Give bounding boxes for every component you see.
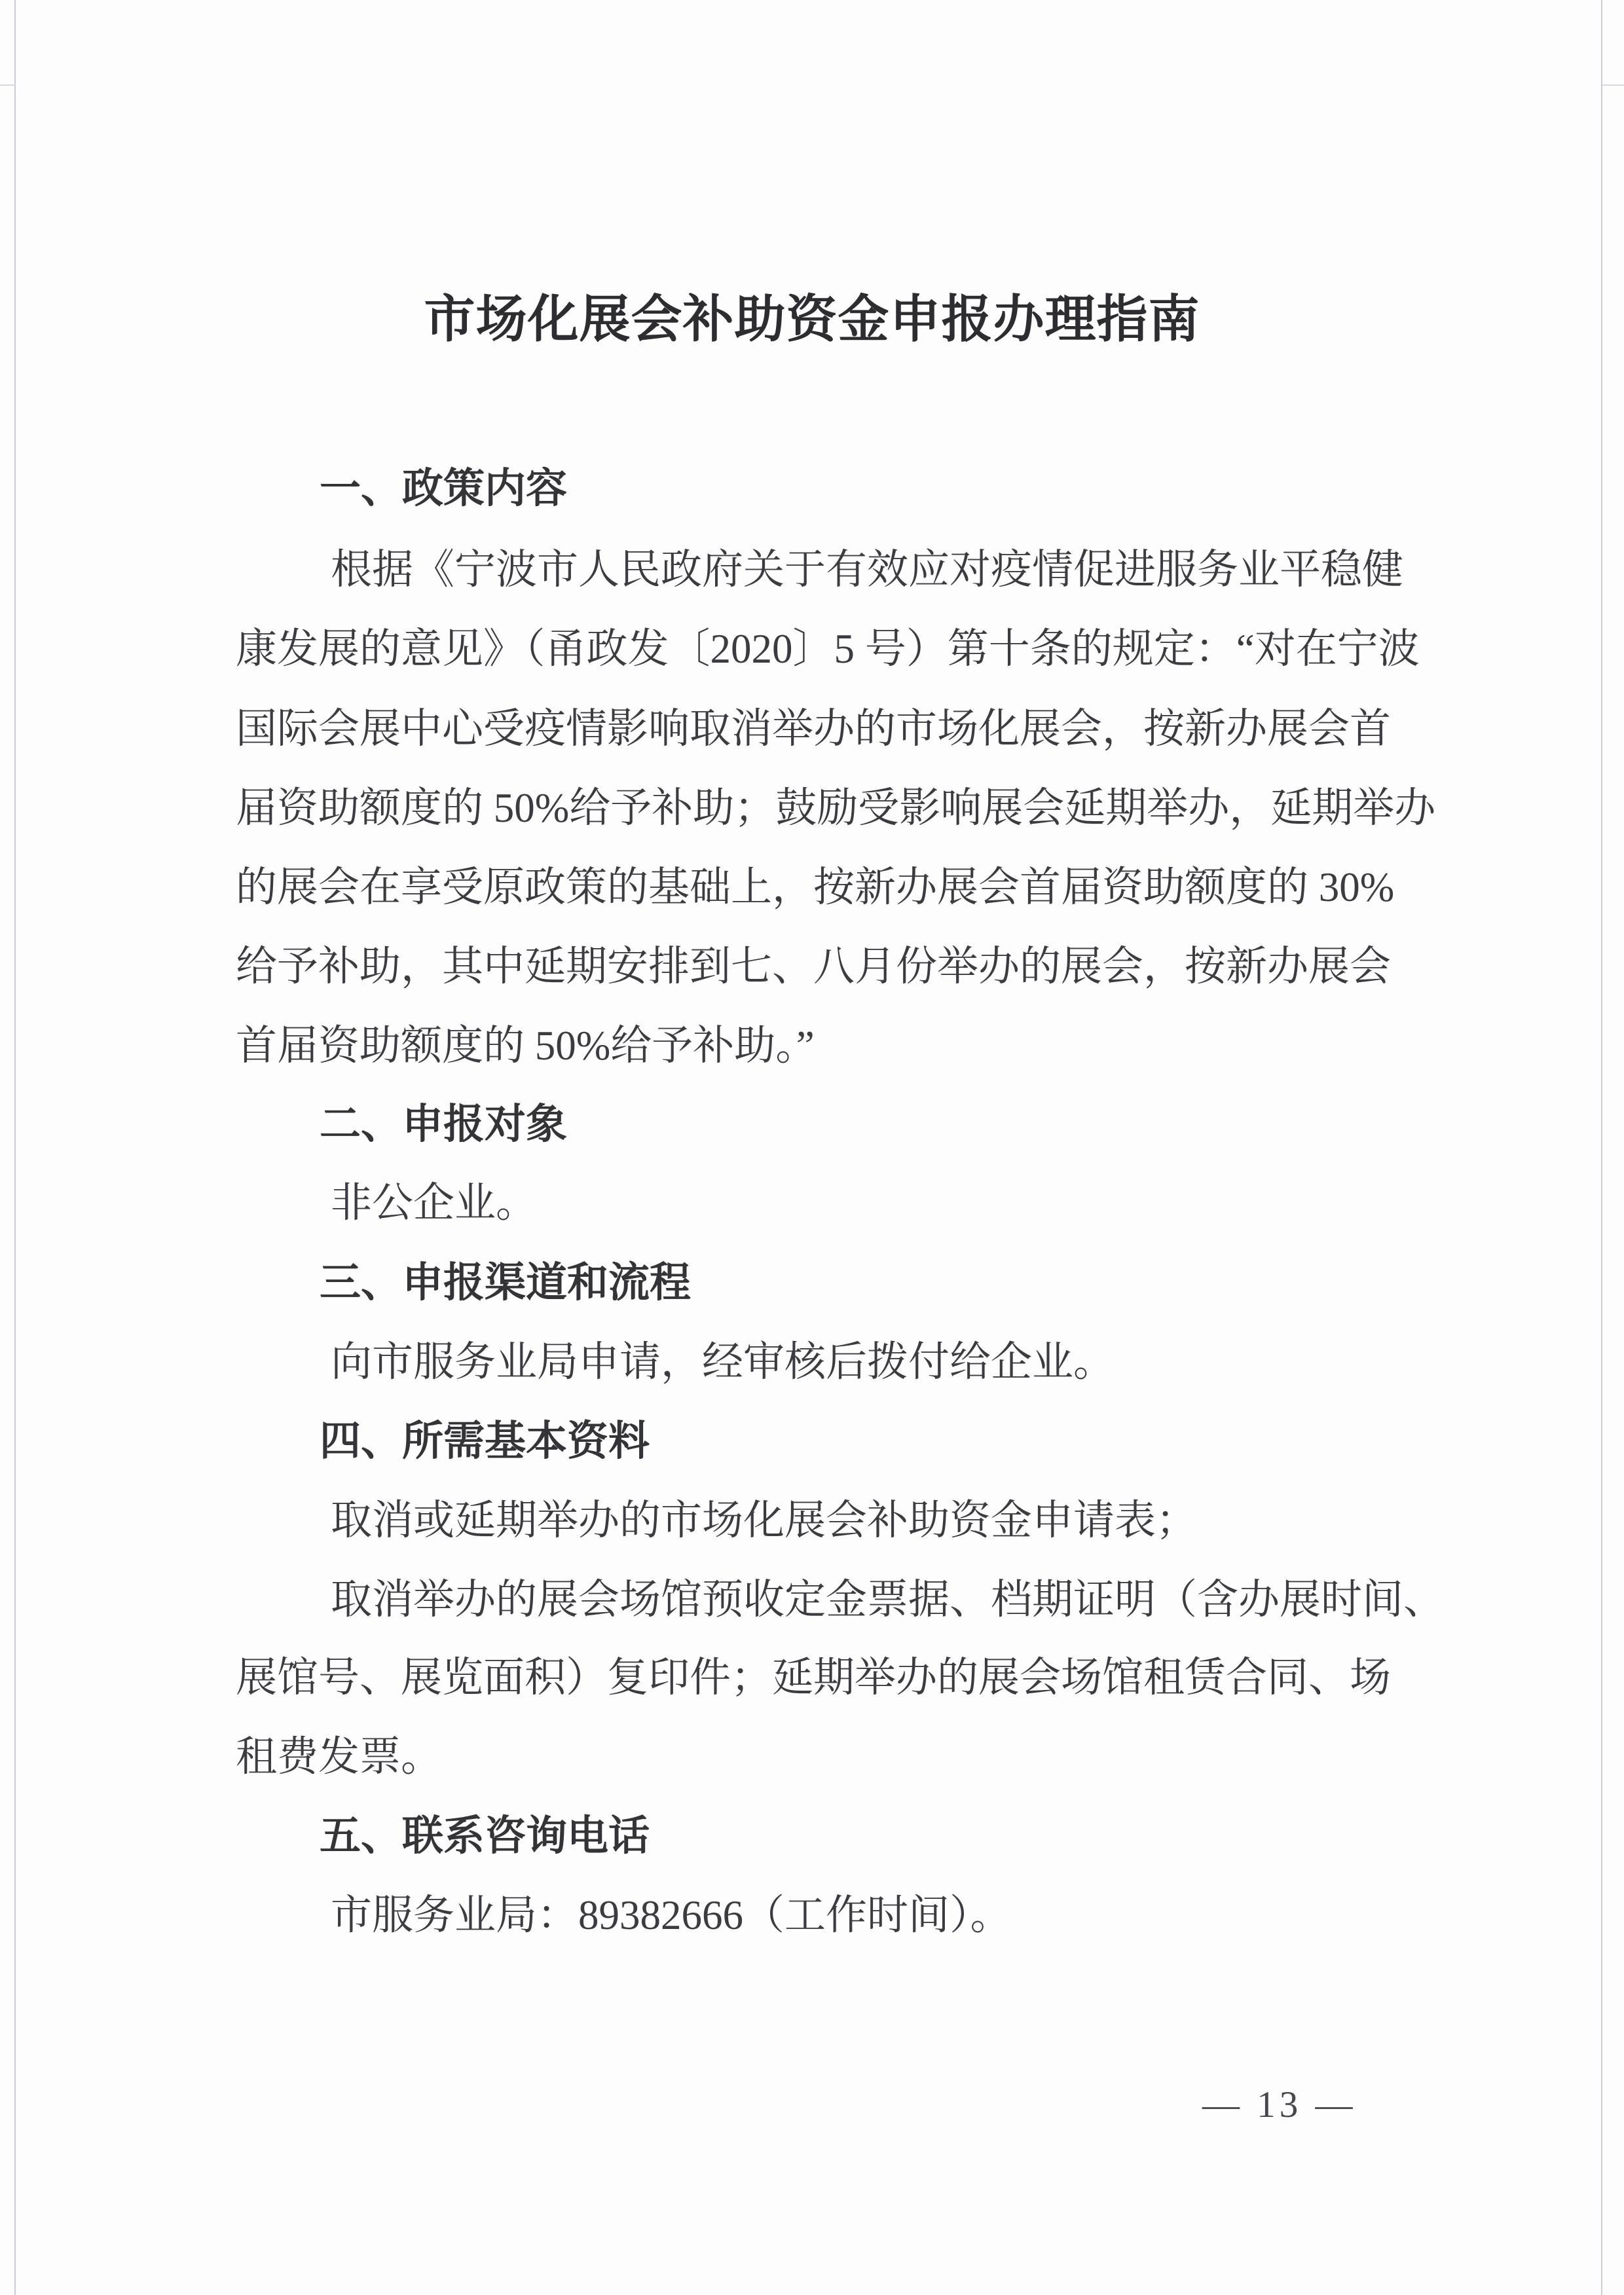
paragraph-line: 给予补助，其中延期安排到七、八月份举办的展会，按新办展会 [236, 944, 1391, 989]
paragraph-line: 首届资助额度的 50%给予补助。” [236, 1023, 815, 1069]
page-title: 市场化展会补助资金申报办理指南 [424, 290, 1200, 348]
section-heading-1: 一、政策内容 [320, 466, 567, 511]
scan-edge-top-left-tick [0, 84, 15, 86]
section-heading-4: 四、所需基本资料 [320, 1418, 650, 1464]
paragraph-line: 的展会在享受原政策的基础上，按新办展会首届资助额度的 30% [236, 864, 1395, 910]
scan-edge-top-right-tick [1602, 84, 1624, 86]
section-heading-3: 三、申报渠道和流程 [320, 1260, 691, 1306]
section-heading-2: 二、申报对象 [320, 1101, 567, 1147]
paragraph-line: 国际会展中心受疫情影响取消举办的市场化展会，按新办展会首 [236, 706, 1391, 752]
page-number: — 13 — [1202, 2084, 1357, 2125]
paragraph-line: 租费发票。 [236, 1734, 442, 1780]
paragraph-line: 向市服务业局申请，经审核后拨付给企业。 [331, 1339, 1115, 1385]
section-heading-5: 五、联系咨询电话 [320, 1813, 650, 1859]
paragraph-line: 康发展的意见》（甬政发〔2020〕5 号）第十条的规定：“对在宁波 [236, 626, 1420, 672]
paragraph-line: 取消或延期举办的市场化展会补助资金申请表； [331, 1497, 1197, 1543]
paragraph-line: 届资助额度的 50%给予补助；鼓励受影响展会延期举办，延期举办 [236, 785, 1436, 831]
paragraph-line: 市服务业局：89382666（工作时间）。 [331, 1892, 1012, 1938]
paragraph-line: 展馆号、展览面积）复印件；延期举办的展会场馆租赁合同、场 [236, 1655, 1391, 1700]
paragraph-line: 根据《宁波市人民政府关于有效应对疫情促进服务业平稳健 [331, 547, 1403, 593]
paragraph-line: 非公企业。 [331, 1180, 537, 1226]
paragraph-line: 取消举办的展会场馆预收定金票据、档期证明（含办展时间、 [331, 1577, 1445, 1623]
